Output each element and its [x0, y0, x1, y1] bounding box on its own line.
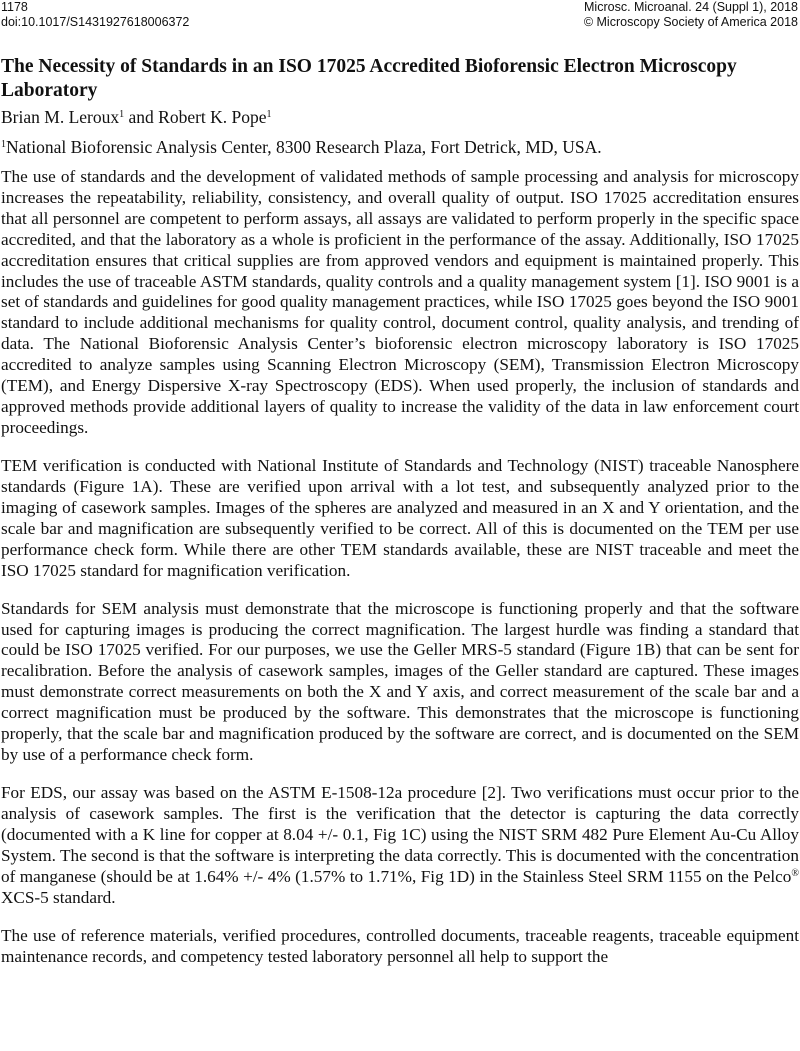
paragraph-eds	[1, 783, 799, 908]
affiliation-text: National Bioforensic Analysis Center, 8300 Research Plaza, Fort Detrick, MD, USA.	[6, 137, 602, 157]
affiliation-mark: 1	[266, 109, 272, 120]
affiliation-mark: 1	[119, 109, 125, 120]
article-title: The Necessity of Standards in an ISO 17025 Accredited Bioforensic Electron Microscopy Laboratory	[1, 56, 737, 101]
doi: doi:10.1017/S1431927618006372	[1, 15, 190, 29]
running-header-left	[1, 0, 189, 30]
affiliation	[1, 135, 799, 159]
paragraph-conclusion: The use of reference materials, verified procedures, controlled documents, traceable reagents, traceable equipment maintenance records, and competency tested laboratory personnel all help to support the	[1, 925, 799, 966]
paragraph-tem: TEM verification is conducted with National Institute of Standards and Technology (NIST) traceable Nanosphere standards (Figure 1A). These are verified upon arrival with a lot test, and subsequently analyzed prior to the imaging of casework samples. Images of the spheres are analyzed and measured in an X and Y orientation, and the scale bar and magnification are subsequently verified to be correct. All of this is documented on the TEM per use performance check form. While there are other TEM standards available, these are NIST traceable and meet the ISO 17025 standard for magnification verification.	[1, 455, 799, 580]
author-joiner: and	[124, 107, 159, 127]
author-list	[1, 105, 799, 129]
paragraph-intro: The use of standards and the development of validated methods of sample processing and analysis for microscopy increases the repeatability, reliability, consistency, and overall quality of output. ISO 17025 accreditation ensures that all personnel are competent to perform assays, all assays are validated to perform properly in the specific space accredited, and that the laboratory as a whole is proficient in the performance of the assay. Additionally, ISO 17025 accreditation ensures that critical supplies are from approved vendors and equipment is maintained properly. This includes the use of traceable ASTM standards, quality controls and a quality management system [1]. ISO 9001 is a set of standards and guidelines for good quality management practices, while ISO 17025 goes beyond the ISO 9001 standard to include additional mechanisms for quality control, document control, quality analysis, and trending of data. The National Bioforensic Analysis Center’s bioforensic electron microscopy laboratory is ISO 17025 accredited to analyze samples using Scanning Electron Microscopy (SEM), Transmission Electron Microscopy (TEM), and Energy Dispersive X-ray Spectroscopy (EDS). When used properly, the inclusion of standards and approved methods provide additional layers of quality to increase the validity of the data in law enforcement court proceedings.	[1, 167, 799, 437]
author-name: Robert K. Pope	[158, 107, 267, 127]
affiliation-mark: 1	[1, 139, 6, 150]
registered-mark: ®	[791, 867, 799, 879]
copyright-notice: © Microscopy Society of America 2018	[583, 15, 798, 29]
journal-citation: Microsc. Microanal. 24 (Suppl 1), 2018	[584, 0, 798, 14]
article-body	[1, 55, 799, 985]
eds-text: For EDS, our assay was based on the ASTM E-1508-12a procedure [2]. Two verifications must occur prior to the analysis of casework samples. The first is the verification that the detector is capturing the data correctly (documented with a K line for copper at 8.04 +/- 0.1, Fig 1C) using the NIST SRM 482 Pure Element Au-Cu Alloy System. The second is that the software is interpreting the data correctly. This is documented with the concentration of manganese (should be at 1.64% +/- 4% (1.57% to 1.71%, Fig 1D) in the Stainless Steel SRM 1155 on the Pelco® XCS-5 standard.	[1, 783, 799, 907]
author-name: Brian M. Leroux	[1, 107, 120, 127]
running-header-right	[584, 0, 798, 30]
page-number: 1178	[1, 0, 28, 14]
paragraph-sem: Standards for SEM analysis must demonstrate that the microscope is functioning properly and that the software used for capturing images is producing the correct magnification. The largest hurdle was finding a standard that could be ISO 17025 verified. For our purposes, we use the Geller MRS-5 standard (Figure 1B) that can be sent for recalibration. Before the analysis of casework samples, images of the Geller standard are captured. These images must demonstrate correct measurements on both the X and Y axis, and correct measurement of the scale bar and a correct magnification must be produced by the software. This demonstrates that the microscope is functioning properly, that the scale bar and magnification produced by the software are correct, and is documented on the SEM by use of a performance check form.	[1, 598, 799, 764]
